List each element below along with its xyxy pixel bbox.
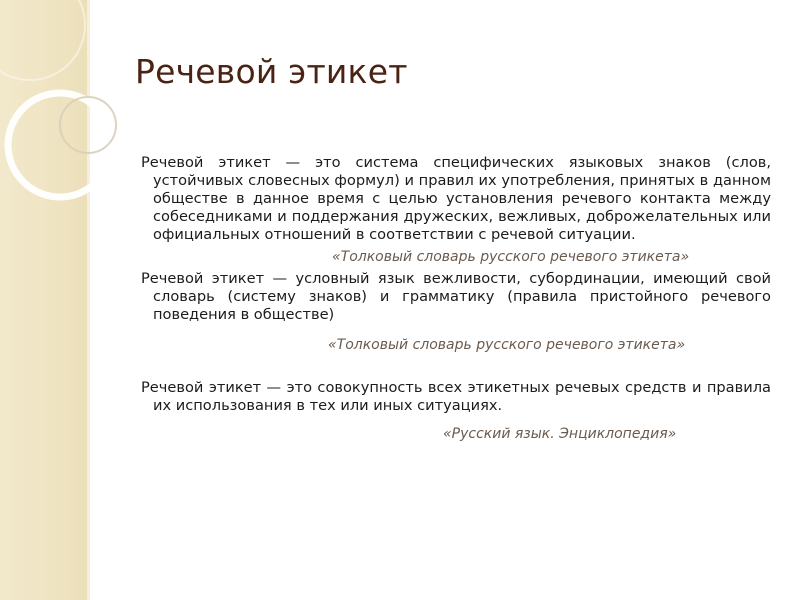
slide-title: Речевой этикет: [135, 52, 408, 91]
definition-1-text: Речевой этикет — это система специфических языковых знаков (слов, устойчивых словесных формул) и правил их употребления, принятых в данном обществе в данное время с целью установления речевого контакта между собеседниками и поддержания дружеских, вежливых, доброжелательных или официальных отношений в соответствии с речевой ситуации.: [141, 154, 771, 243]
definition-3-source: «Русский язык. Энциклопедия»: [443, 426, 677, 442]
large-ring-shape: [8, 93, 112, 197]
definition-2-text: Речевой этикет — условный язык вежливости, субординации, имеющий свой словарь (систему знаков) и грамматику (правила пристойного речевого поведения в обществе): [141, 270, 771, 323]
definition-3-text: Речевой этикет — это совокупность всех этикетных речевых средств и правила их использования в тех или иных ситуациях.: [141, 379, 771, 414]
top-ring-shape: [0, 0, 85, 80]
definition-2-source: «Толковый словарь русского речевого этикета»: [328, 337, 686, 353]
decorative-circles: [0, 0, 160, 240]
slide-body: [141, 154, 771, 443]
definition-1-source: «Толковый словарь русского речевого этикета»: [332, 249, 690, 265]
